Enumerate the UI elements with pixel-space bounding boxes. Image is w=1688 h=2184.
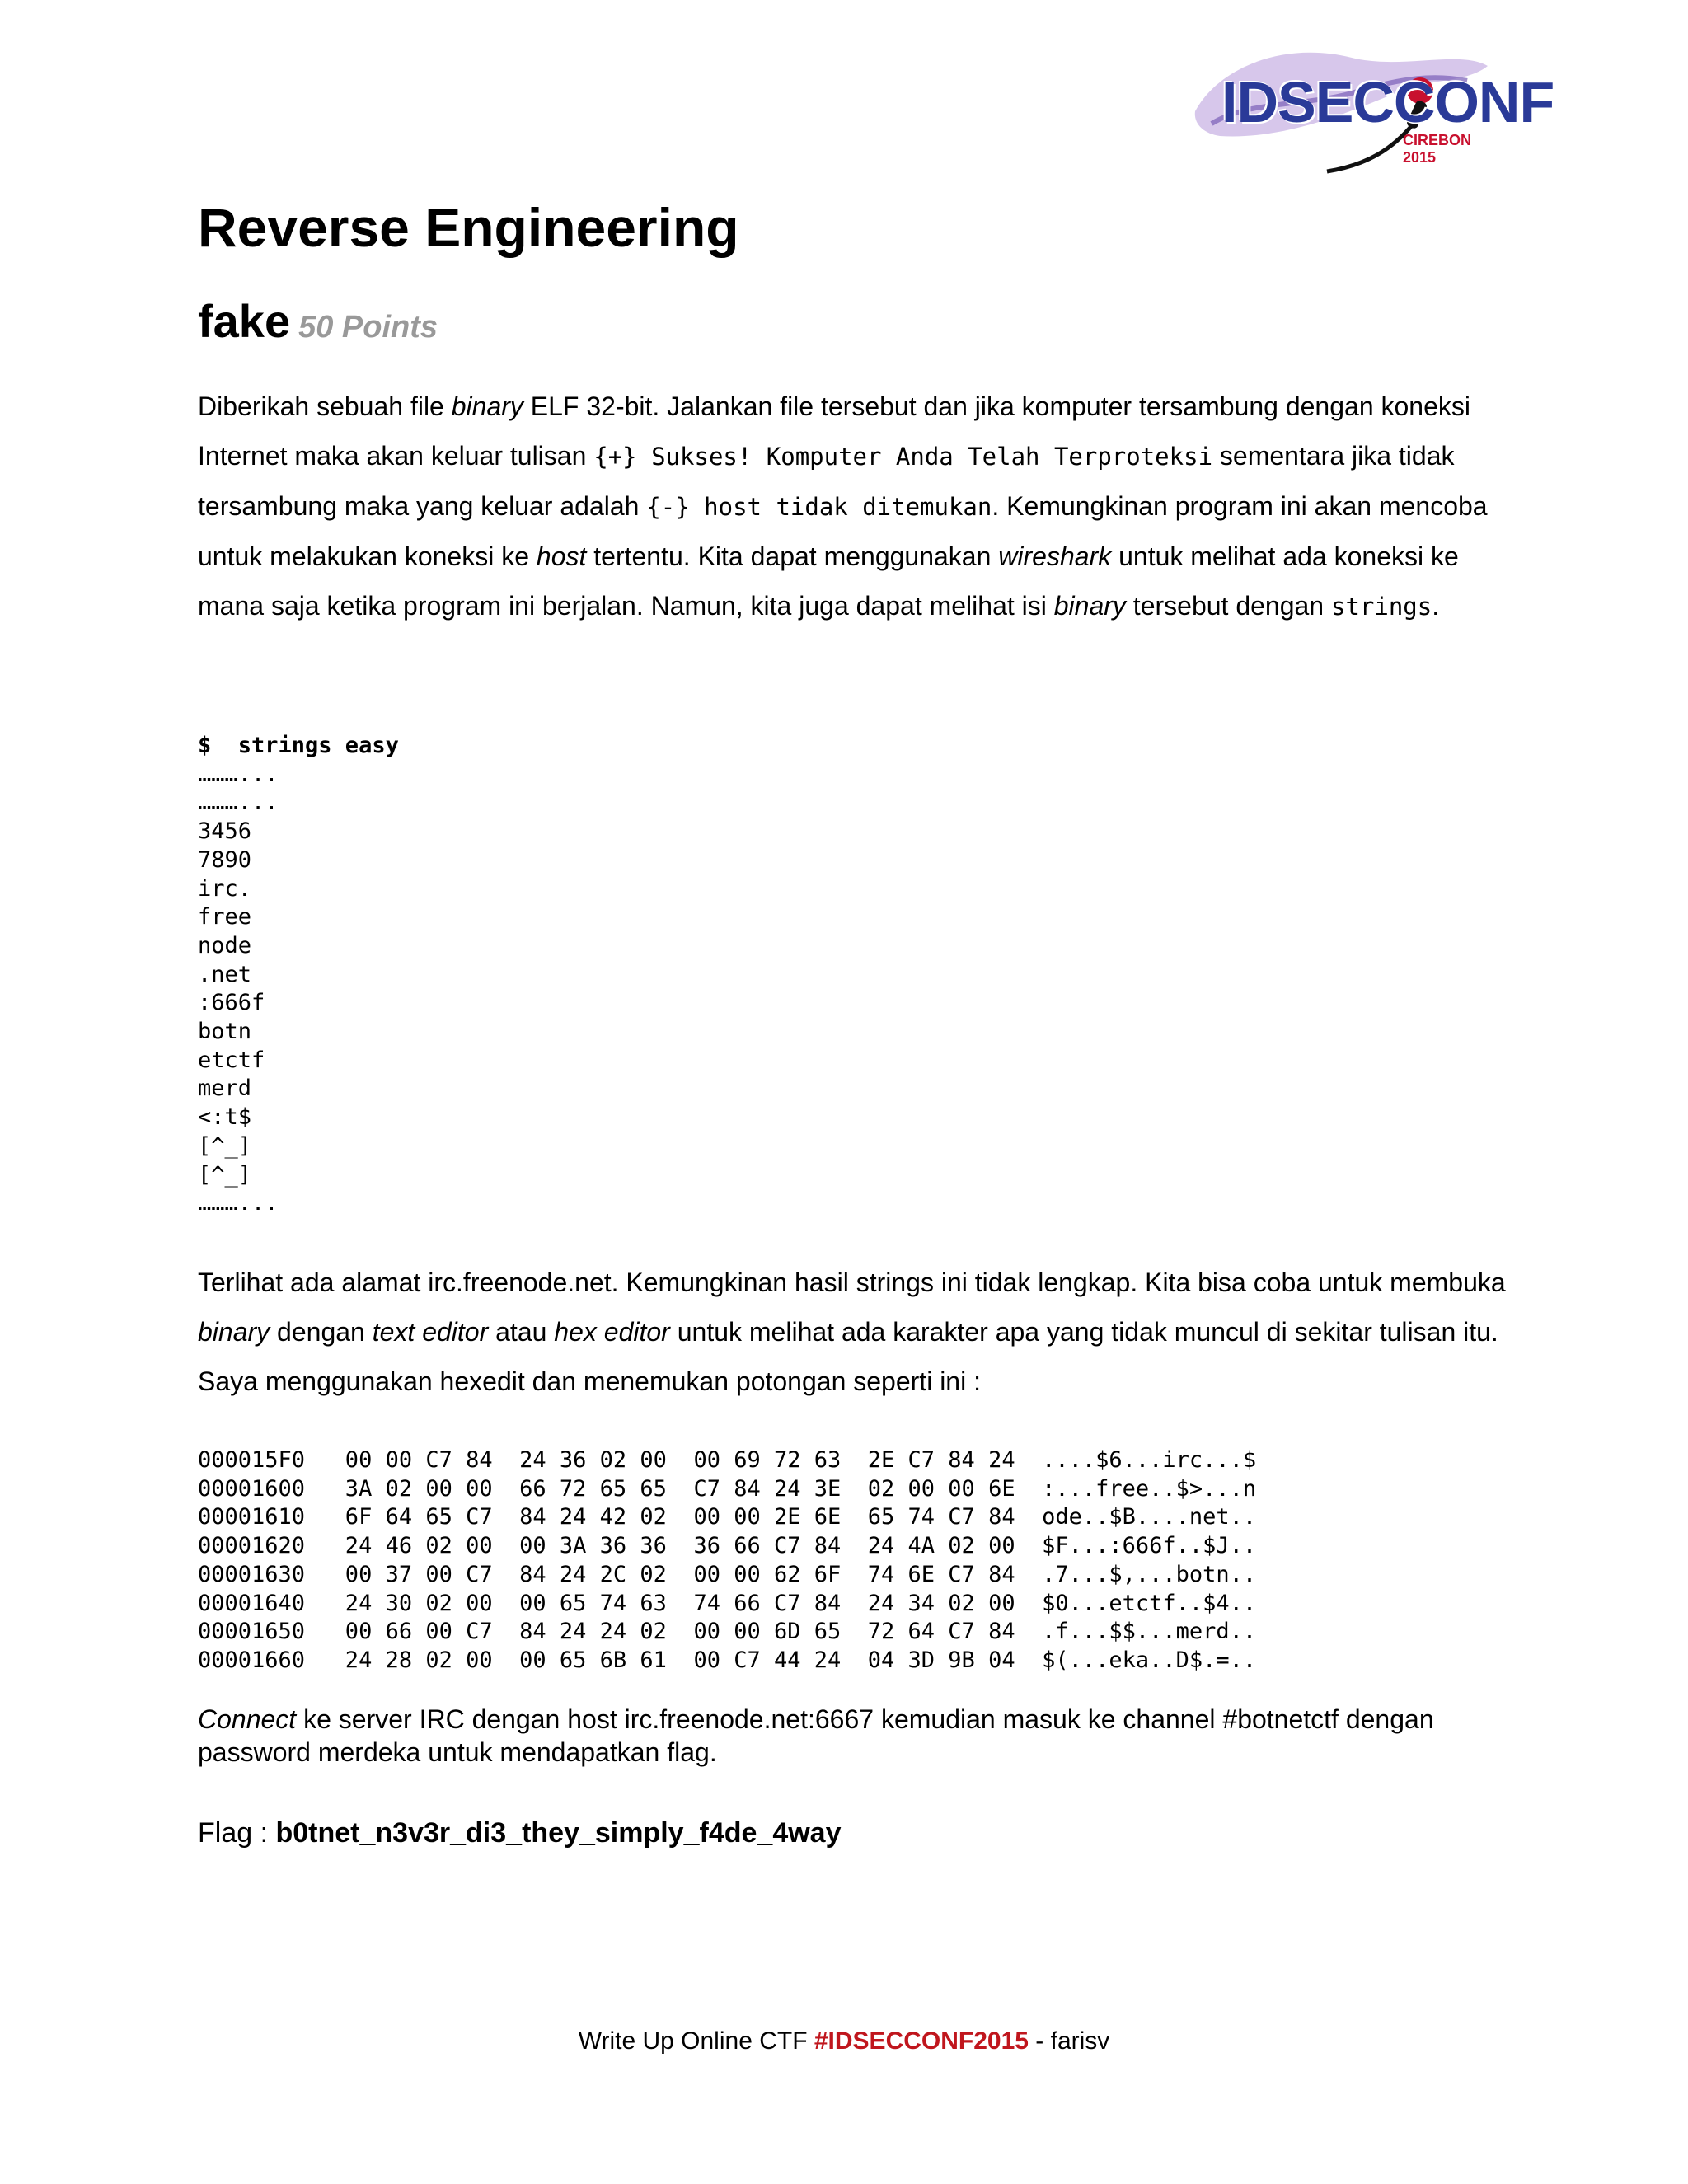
intro-code: {+} Sukses! Komputer Anda Telah Terproteksi <box>593 443 1213 471</box>
intro-term: wireshark <box>998 541 1112 571</box>
page-title: Reverse Engineering <box>198 197 739 258</box>
connect-term: Connect <box>198 1704 297 1734</box>
hexdump-block: 000015F0 00 00 C7 84 24 36 02 00 00 69 72 63 2E C7 84 24 ....$6...irc...$ 00001600 3A 02 00 00 66 72 65 65 C7 84 24 3E 02 00 00 6E :...free..$>...n 00001610 6F 64 65 C7 84 24 42 02 00 00 2E 6E 65 74 C7 84 ode..$B....net.. 00001620 24 46 02 00 00 3A 36 36 36 66 C7 84 24 4A 02 00 $F...:666f..$J.. 00001630 00 37 00 C7 84 24 2C 02 00 00 62 6F 74 6E C7 84 .7...$,...botn.. 00001640 24 30 02 00 00 65 74 63 74 66 C7 84 24 34 02 00 $0...etctf..$4.. 00001650 00 66 00 C7 84 24 24 02 00 00 6D 65 72 64 C7 84 .f...$$...merd.. 00001660 24 28 02 00 00 65 6B 61 00 C7 44 24 04 3D 9B 04 $(...eka..D$.=.. <box>198 1447 1257 1673</box>
middle-text: Terlihat ada alamat irc.freenode.net. Kemungkinan hasil strings ini tidak lengkap. Kita bisa coba untuk membuka <box>198 1268 1506 1297</box>
intro-text: . <box>1432 591 1440 621</box>
flag-line <box>198 1817 842 1849</box>
intro-code: {-} host tidak ditemukan <box>646 493 992 521</box>
challenge-points: 50 Points <box>298 310 438 344</box>
footer-text: Write Up Online CTF <box>578 2027 814 2055</box>
connect-paragraph <box>198 1703 1517 1769</box>
middle-term: text editor <box>372 1317 489 1347</box>
intro-term: host <box>536 541 587 571</box>
intro-text: . Kemungkinan program ini akan mencoba untuk melakukan koneksi ke <box>198 491 1488 571</box>
middle-text: untuk melihat ada karakter apa yang tidak muncul di sekitar tulisan itu. Saya menggunakan hexedit dan menemukan potongan seperti ini : <box>198 1317 1498 1396</box>
intro-text: tersebut dengan <box>1125 591 1331 621</box>
middle-term: binary <box>198 1317 270 1347</box>
strings-output-block <box>198 732 399 1218</box>
middle-paragraph <box>198 1258 1517 1406</box>
logo-subtext: CIREBON 2015 <box>1403 132 1472 166</box>
middle-term: hex editor <box>554 1317 670 1347</box>
connect-text: ke server IRC dengan host irc.freenode.net:6667 kemudian masuk ke channel #botnetctf dengan password merdeka untuk mendapatkan flag. <box>198 1704 1434 1767</box>
footer <box>0 2027 1688 2055</box>
logo-wordmark: IDSECCONF <box>1221 70 1554 134</box>
intro-term: binary <box>451 391 523 421</box>
strings-command: $ strings easy <box>198 733 399 758</box>
intro-text: ELF 32-bit. Jalankan file tersebut dan jika komputer tersambung dengan koneksi Internet maka akan keluar tulisan <box>198 391 1470 471</box>
middle-text: dengan <box>270 1317 373 1347</box>
intro-code: strings <box>1330 593 1432 621</box>
strings-output: ………... ………... 3456 7890 irc. free node .net :666f botn etctf merd <:t$ [^_] [^_] ………... <box>198 761 279 1216</box>
middle-text: atau <box>488 1317 555 1347</box>
intro-text: Diberikah sebuah file <box>198 391 452 421</box>
intro-term: binary <box>1053 591 1126 621</box>
intro-text: tertentu. Kita dapat menggunakan <box>586 541 999 571</box>
idsecconf-logo <box>1187 33 1554 177</box>
intro-text: sementara jika tidak tersambung maka yang keluar adalah <box>198 441 1455 521</box>
flag-value: b0tnet_n3v3r_di3_they_simply_f4de_4way <box>275 1817 842 1849</box>
flag-label: Flag : <box>198 1817 276 1849</box>
footer-author: - farisv <box>1028 2027 1110 2055</box>
intro-paragraph <box>198 382 1517 631</box>
intro-text: untuk melihat ada koneksi ke mana saja ketika program ini berjalan. Namun, kita juga dapat melihat isi <box>198 541 1459 621</box>
challenge-heading <box>198 295 438 347</box>
footer-hashtag: #IDSECCONF2015 <box>814 2027 1029 2055</box>
challenge-name: fake <box>198 295 291 347</box>
